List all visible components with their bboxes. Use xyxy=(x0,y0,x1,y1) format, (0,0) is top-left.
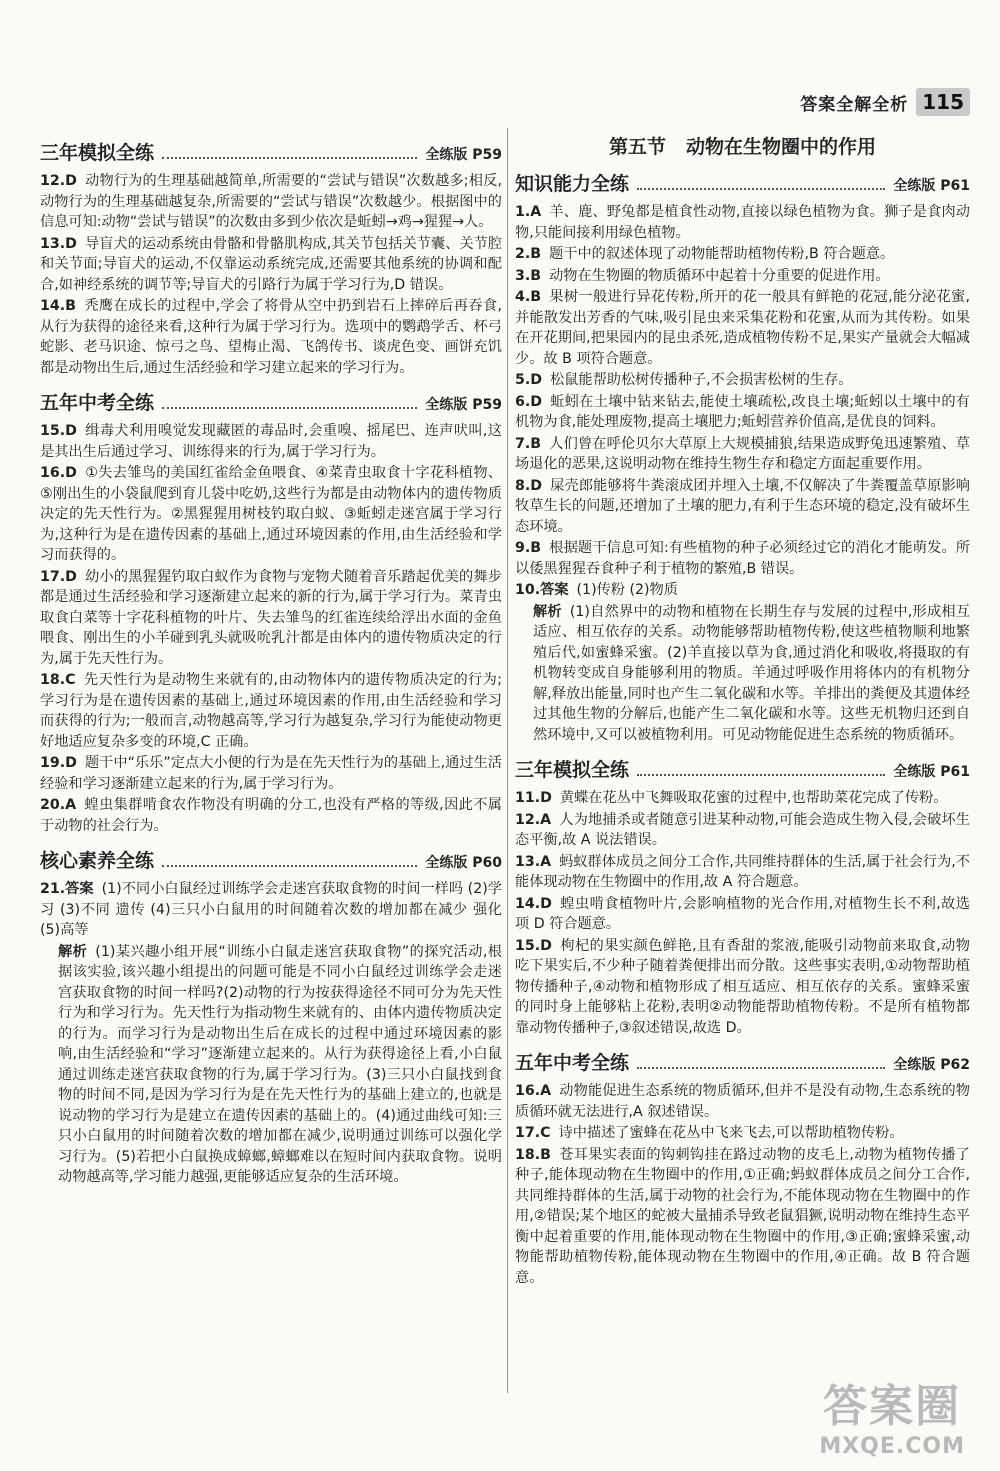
item-text: 松鼠能帮助松树传播种子,不会损害松树的生存。 xyxy=(550,372,853,388)
answer-item xyxy=(40,753,502,794)
page-header xyxy=(800,88,970,116)
answer-item xyxy=(515,788,970,809)
item-number: 14.D xyxy=(515,895,552,912)
analysis xyxy=(515,602,970,746)
answer-item xyxy=(515,538,970,579)
item-number: 4.B xyxy=(515,289,542,305)
item-text: 动物能促进生态系统的物质循环,但并不是没有动物,生态系统的物质循环就无法进行,A 叙述错误。 xyxy=(515,1083,970,1120)
item-number: 18.B xyxy=(515,1146,551,1163)
watermark-logo: 答案圈 xyxy=(823,1381,962,1432)
item-text: 苍耳果实表面的钩刺钩挂在路过动物的皮毛上,动物为植物传播了种子,能体现动物在生物圈中的作用,①正确;蚂蚁群体成员之间分工合作,共同维持群体的生活,属于动物的社会行为,不能体现动物在生物圈中的作用,②错误;某个地区的蛇被大量捕杀导致老鼠猖獗,说明动物在维持生态平衡中起着重要的作用,能体现动物在生物圈中的作用,③正确;蜜蜂采蜜,动物能帮助植物传粉,能体现动物在生物圈中的作用,④正确。故 B 符合题意。 xyxy=(515,1146,970,1286)
section-header xyxy=(515,755,970,782)
item-text: 题干中“乐乐”定点大小便的行为是在先天性行为的基础上,通过生活经验和学习逐渐建立起来的行为,属于学习行为。 xyxy=(40,755,502,792)
item-number: 6.D xyxy=(515,393,543,410)
chapter-section: 第五节 xyxy=(608,136,666,158)
answer-item xyxy=(515,580,970,601)
item-number: 13.A xyxy=(515,853,552,870)
item-text: (1)不同小白鼠经过训练学会走迷宫获取食物的时间一样吗 (2)学习 (3)不同 遗传 (4)三只小白鼠用的时间随着次数的增加都在减少 强化 (5)高等 xyxy=(40,881,502,938)
item-text: 诗中描述了蜜蜂在花丛中飞来飞去,可以帮助植物传粉。 xyxy=(558,1125,904,1141)
item-number: 10.答案 xyxy=(515,582,569,598)
answer-item xyxy=(515,202,970,243)
section-ref: 全练版 P62 xyxy=(893,1057,970,1073)
item-text: 羊、鹿、野兔都是植食性动物,直接以绿色植物为食。狮子是食肉动物,只能间接利用绿色植物。 xyxy=(515,204,970,241)
chapter-title xyxy=(515,132,970,159)
section-ref: 全练版 P61 xyxy=(893,178,970,194)
dotted-leader xyxy=(162,407,417,409)
answer-item xyxy=(40,421,502,462)
item-number: 13.D xyxy=(40,235,77,252)
item-number: 12.A xyxy=(515,811,552,828)
section-header xyxy=(40,138,502,165)
item-text: 黄蝶在花丛中飞舞吸取花蜜的过程中,也帮助菜花完成了传粉。 xyxy=(559,790,948,806)
answer-item xyxy=(515,370,970,391)
item-number: 19.D xyxy=(40,755,77,771)
column-divider xyxy=(507,128,508,1393)
section-ref: 全练版 P59 xyxy=(425,147,502,163)
answer-item xyxy=(515,392,970,433)
item-text: 枸杞的果实颜色鲜艳,且有香甜的浆液,能吸引动物前来取食,动物吃下果实后,不少种子随着粪便排出而分散。这些事实表明,①动物帮助植物传播种子,④动物和植物形成了相互适应、相互依存的关系。蜜蜂采蜜的同时身上能够粘上花粉,表明②动物能帮助植物传粉。不是所有植物都靠动物传播种子,③叙述错误,故选 D。 xyxy=(515,937,970,1036)
analysis-text: (1)某兴趣小组开展“训练小白鼠走迷宫获取食物”的探究活动,根据该实验,该兴趣小组提出的问题可能是不同小白鼠经过训练学会走迷宫获取食物的时间一样吗?(2)动物的行为按获得途径不同可分为先天性行为和学习行为。先天性行为指动物生来就有的、由体内遗传物质决定的行为。而学习行为是动物出生后在成长的过程中通过环境因素的影响,由生活经验和“学习”逐渐建立起来的。从行为获得途径上看,小白鼠通过训练走迷宫获取食物的行为,属于学习行为。(3)三只小白鼠找到食物的时间不同,是因为学习行为是在先天性行为的基础上建立的,也就是说动物的学习行为是建立在遗传因素的基础上的。(4)通过曲线可知:三只小白鼠用的时间随着次数的增加都在减少,说明通过训练可以强化学习行为。(5)若把小白鼠换成蟑螂,蟑螂难以在短时间内获取食物。说明动物越高等,学习能力越强,更能够适应复杂的生活环境。 xyxy=(58,943,502,1185)
answer-item xyxy=(40,463,502,566)
item-text: 蝗虫啃食植物叶片,会影响植物的光合作用,对植物生长不利,故选项 D 符合题意。 xyxy=(515,895,970,932)
item-text: 人为地捕杀或者随意引进某种动物,可能会造成生物入侵,会破坏生态平衡,故 A 说法错误。 xyxy=(515,811,970,848)
answer-item xyxy=(515,476,970,538)
item-number: 15.D xyxy=(40,423,77,439)
item-text: 秃鹰在成长的过程中,学会了将骨从空中扔到岩石上摔碎后再吞食,从行为获得的途径来看,这种行为属于学习行为。选项中的鹦鹉学舌、杯弓蛇影、老马识途、惊弓之鸟、望梅止渴、飞鸽传书、谈虎色变、画饼充饥都是动物出生后,通过生活经验和学习建立起来的学习行为。 xyxy=(40,298,502,376)
answer-item xyxy=(515,852,970,893)
answer-item xyxy=(515,936,970,1039)
section-title: 三年模拟全练 xyxy=(515,759,630,781)
item-text: 动物在生物圈的物质循环中起着十分重要的促进作用。 xyxy=(549,267,890,284)
item-number: 1.A xyxy=(515,204,542,220)
item-text: 人们曾在呼伦贝尔大草原上大规模捕狼,结果造成野兔迅速繁殖、草场退化的恶果,这说明动物在维持生物生存和稳定方面起重要作用。 xyxy=(515,435,970,472)
item-text: 题干中的叙述体现了动物能帮助植物传粉,B 符合题意。 xyxy=(549,246,895,262)
item-number: 20.A xyxy=(40,797,77,813)
chapter-name: 动物在生物圈中的作用 xyxy=(686,136,877,158)
item-number: 16.D xyxy=(40,465,77,481)
item-text: 蚂蚁群体成员之间分工合作,共同维持群体的生活,属于社会行为,不能体现动物在生物圈中的作用,故 A 符合题意。 xyxy=(515,853,970,890)
item-text: 蝗虫集群啃食农作物没有明确的分工,也没有严格的等级,因此不属于动物的社会行为。 xyxy=(40,797,502,834)
section-ref: 全练版 P61 xyxy=(893,764,970,780)
answer-item xyxy=(515,810,970,851)
answer-item xyxy=(40,171,502,233)
item-number: 8.D xyxy=(515,477,543,494)
analysis-label: 解析 xyxy=(58,943,88,960)
item-number: 15.D xyxy=(515,937,552,954)
right-column xyxy=(515,128,970,1289)
item-number: 14.B xyxy=(40,298,76,314)
answer-item xyxy=(515,434,970,475)
item-number: 2.B xyxy=(515,246,542,262)
header-title: 答案全解全析 xyxy=(800,94,909,115)
item-number: 17.C xyxy=(515,1125,551,1141)
section-title: 三年模拟全练 xyxy=(40,142,155,164)
page-number: 115 xyxy=(916,88,970,116)
answer-item xyxy=(515,1123,970,1144)
item-number: 9.B xyxy=(515,540,542,556)
item-number: 7.B xyxy=(515,435,542,452)
item-text: 根据题干信息可知:有些植物的种子必须经过它的消化才能萌发。所以倭黑猩猩吞食种子利于植物的繁殖,B 错误。 xyxy=(515,540,970,577)
answer-item xyxy=(40,296,502,378)
item-number: 21.答案 xyxy=(40,881,94,897)
item-number: 16.A xyxy=(515,1083,552,1099)
answer-item xyxy=(515,244,970,265)
dotted-leader xyxy=(162,865,417,867)
item-text: (1)传粉 (2)物质 xyxy=(576,582,678,598)
watermark xyxy=(819,1370,965,1459)
dotted-leader xyxy=(162,157,417,159)
section-title: 知识能力全练 xyxy=(515,173,630,195)
item-text: ①失去雏鸟的美国红雀给金鱼喂食、④菜青虫取食十字花科植物、⑤刚出生的小袋鼠爬到育儿袋中吃奶,这些行为都是由动物体内的遗传物质决定的先天性行为。②黑猩猩用树枝钓取白蚁、③蚯蚓走迷宫属于学习行为,这种行为是在遗传因素的基础上,通过环境因素的作用,由生活经验和学习而获得的。 xyxy=(40,465,502,563)
item-number: 3.B xyxy=(515,267,542,284)
section-title: 五年中考全练 xyxy=(515,1052,630,1074)
item-text: 导盲犬的运动系统由骨骼和骨骼肌构成,其关节包括关节囊、关节腔和关节面;导盲犬的运动,不仅靠运动系统完成,还需要其他系统的协调和配合,如神经系统的调节等;导盲犬的引路行为属于学习行为,D 错误。 xyxy=(40,235,502,293)
answer-item xyxy=(515,1145,970,1289)
answer-item xyxy=(515,287,970,369)
item-text: 先天性行为是动物生来就有的,由动物体内的遗传物质决定的行为;学习行为是在遗传因素的基础上,通过环境因素的作用,由生活经验和学习而获得的行为;一般而言,动物越高等,学习行为越复杂,学习行为能使动物更好地适应复杂多变的环境,C 正确。 xyxy=(40,672,502,750)
section-ref: 全练版 P60 xyxy=(425,855,502,871)
answer-item xyxy=(40,567,502,670)
item-number: 12.D xyxy=(40,173,77,189)
answer-item xyxy=(515,1081,970,1122)
item-text: 幼小的黑猩猩钓取白蚁作为食物与宠物犬随着音乐踏起优美的舞步都是通过生活经验和学习逐渐建立起来的新的行为,属于学习行为。菜青虫取食白菜等十字花科植物的叶片、失去雏鸟的红雀连续给浮出水面的金鱼喂食、刚出生的小羊碰到乳头就吸吮乳汁都是由体内的遗传物质决定的行为,属于先天性行为。 xyxy=(40,568,502,667)
item-text: 果树一般进行异花传粉,所开的花一般具有鲜艳的花冠,能分泌花蜜,并能散发出芳香的气味,吸引昆虫来采集花粉和花蜜,从而为其传粉。如果在开花期间,把果园内的昆虫杀死,造成植物传粉不足,果实产量就会大幅减少。故 B 项符合题意。 xyxy=(515,289,970,367)
item-text: 蚯蚓在土壤中钻来钻去,能使土壤疏松,改良土壤;蚯蚓以土壤中的有机物为食,能处理废物,提高土壤肥力;蚯蚓营养价值高,是优良的饲料。 xyxy=(515,393,970,430)
answer-item xyxy=(515,894,970,935)
item-number: 17.D xyxy=(40,568,77,585)
item-number: 18.C xyxy=(40,672,76,688)
dotted-leader xyxy=(637,774,885,776)
item-text: 屎壳郎能够将牛粪滚成团并埋入土壤,不仅解决了牛粪覆盖草原影响牧草生长的问题,还增加了土壤的肥力,有利于生态环境的稳定,没有破坏生态环境。 xyxy=(515,477,970,535)
answer-item xyxy=(40,234,502,296)
item-text: 缉毒犬利用嗅觉发现藏匿的毒品时,会重嗅、摇尾巴、连声吠叫,这是其出生后通过学习、训练得来的行为,属于学习行为。 xyxy=(40,423,502,460)
section-header xyxy=(40,388,502,415)
answer-item xyxy=(515,266,970,287)
item-text: 动物行为的生理基础越简单,所需要的“尝试与错误”次数越多;相反,动物行为的生理基础越复杂,所需要的“尝试与错误”次数越少。根据图中的信息可知:动物“尝试与错误”的次数由多到少依次是蚯蚓→鸡→猩猩→人。 xyxy=(40,173,502,230)
answer-item xyxy=(40,795,502,836)
section-title: 五年中考全练 xyxy=(40,392,155,414)
dotted-leader xyxy=(637,188,885,190)
section-header xyxy=(515,1048,970,1075)
dotted-leader xyxy=(637,1067,885,1069)
section-title: 核心素养全练 xyxy=(40,850,155,872)
section-ref: 全练版 P59 xyxy=(425,397,502,413)
analysis xyxy=(40,942,502,1188)
item-number: 5.D xyxy=(515,372,543,388)
section-header xyxy=(40,846,502,873)
watermark-site: MXQE.COM xyxy=(819,1434,965,1459)
item-number: 11.D xyxy=(515,790,552,806)
section-header xyxy=(515,169,970,196)
left-column xyxy=(40,128,502,1188)
analysis-label: 解析 xyxy=(533,603,562,620)
analysis-text: (1)自然界中的动物和植物在长期生存与发展的过程中,形成相互适应、相互依存的关系。动物能够帮助植物传粉,使这些植物顺利地繁殖后代,如蜜蜂采蜜。(2)羊直接以草为食,通过消化和吸收,将摄取的有机物转变成自身能够利用的物质。羊通过呼吸作用将体内的有机物分解,释放出能量,同时也产生二氧化碳和水等。羊排出的粪便及其遗体经过其他生物的分解后,也能产生二氧化碳和水等。这些无机物归还到自然环境中,又可以被植物利用。可见动物能促进生态系统的物质循环。 xyxy=(533,603,970,743)
answer-item xyxy=(40,670,502,752)
answer-item xyxy=(40,879,502,941)
